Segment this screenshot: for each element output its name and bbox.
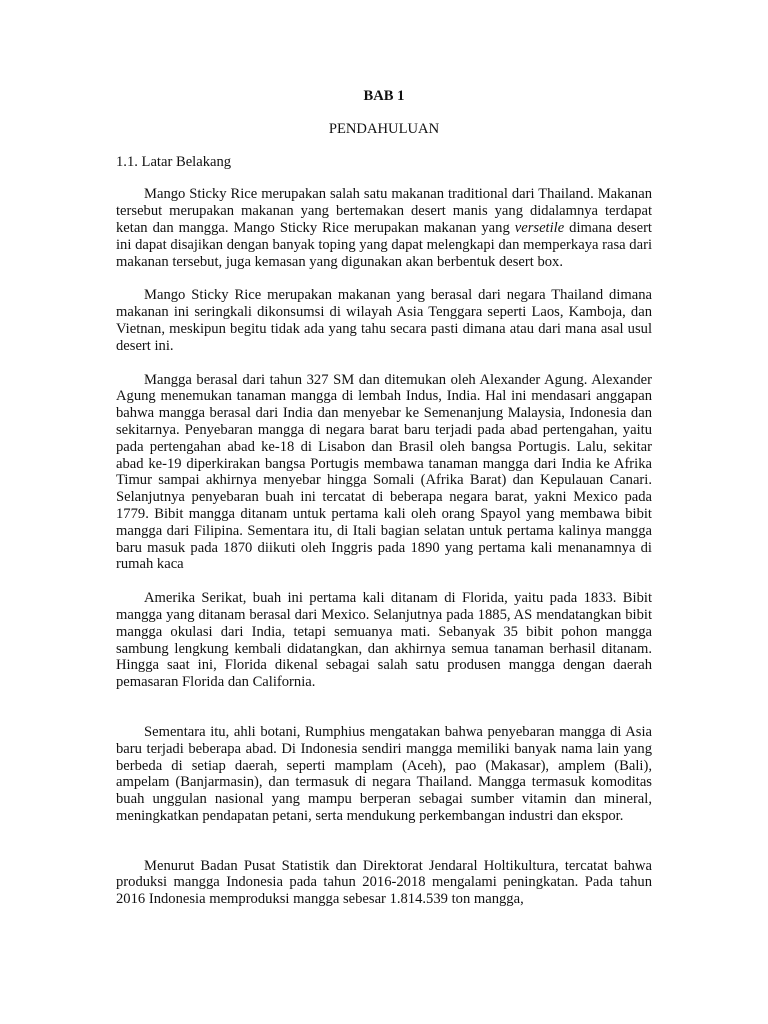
paragraph-3: Mangga berasal dari tahun 327 SM dan ditemukan oleh Alexander Agung. Alexander Agung menemukan tanaman mangga di lembah Indus, India. Hal ini mendasari anggapan bahwa mangga berasal dari India dan menyebar ke Semenanjung Malaysia, Indonesia dan sekitarnya. Penyebaran mangga di negara barat baru terjadi pada abad pertengahan, yaitu pada pertengahan abad ke-18 di Lisabon dan Brasil oleh bangsa Portugis. Lalu, sekitar abad ke-19 diperkirakan bangsa Portugis membawa tanaman mangga dari India ke Afrika Timur sampai akhirnya menyebar hingga Somali (Afrika Barat) dan Kepulauan Canari. Selanjutnya penyebaran buah ini tercatat di beberapa negara barat, yakni Mexico pada 1779. Bibit mangga ditanam untuk pertama kali oleh orang Spayol yang membawa bibit mangga dari Filipina. Sementara itu, di Itali bagian selatan untuk pertama kalinya mangga baru masuk pada 1870 diikuti oleh Inggris pada 1890 yang pertama kali menanamnya di rumah kaca [116,371,652,573]
paragraph-1-text-b: dimana desert ini dapat disajikan dengan banyak toping yang dapat melengkapi dan memperkaya rasa dari makanan tersebut, juga kemasan yang digunakan akan berbentuk desert box. [116,219,652,270]
chapter-title: PENDAHULUAN [328,120,440,137]
paragraph-1 [116,186,652,270]
section-heading: 1.1. Latar Belakang [116,153,232,170]
document-page [116,88,652,925]
paragraph-2: Mango Sticky Rice merupakan makanan yang berasal dari negara Thailand dimana makanan ini seringkali dikonsumsi di wilayah Asia Tenggara seperti Laos, Kamboja, dan Vietnan, meskipun begitu tidak ada yang tahu secara pasti dimana atau dari mana asal usul desert ini. [116,287,652,354]
paragraph-1-text-a: Mango Sticky Rice merupakan salah satu makanan traditional dari Thailand. Makanan tersebut merupakan makanan yang bertemakan desert manis yang didalamnya terdapat ketan dan mangga. Mango Sticky Rice merupakan makanan yang [116,186,652,236]
paragraph-1-italic-term: versetile [514,219,565,236]
chapter-heading: BAB 1 [363,88,405,104]
paragraph-4: Amerika Serikat, buah ini pertama kali ditanam di Florida, yaitu pada 1833. Bibit mangga yang ditanam berasal dari Mexico. Selanjutnya pada 1885, AS mendatangkan bibit mangga okulasi dari India, tetapi semuanya mati. Sebanyak 35 bibit pohon mangga sambung lengkung kembali didatangkan, dan akhirnya semua tanaman berhasil ditanam. Hingga saat ini, Florida dikenal sebagai salah satu produsen mangga dengan daerah pemasaran Florida dan California. [116,590,652,691]
paragraph-5: Sementara itu, ahli botani, Rumphius mengatakan bahwa penyebaran mangga di Asia baru terjadi beberapa abad. Di Indonesia sendiri mangga memiliki banyak nama lain yang berbeda di setiap daerah, seperti mamplam (Aceh), pao (Makasar), amplem (Bali), ampelam (Banjarmasin), dan termasuk di negara Thailand. Mangga termasuk komoditas buah unggulan nasional yang mampu berperan sebagai sumber vitamin dan mineral, meningkatkan pendapatan petani, serta mendukung perkembangan industri dan ekspor. [116,723,652,824]
paragraph-6: Menurut Badan Pusat Statistik dan Direktorat Jendaral Holtikultura, tercatat bahwa produksi mangga Indonesia pada tahun 2016-2018 mengalami peningkatan. Pada tahun 2016 Indonesia memproduksi mangga sebesar 1.814.539 ton mangga, [116,857,652,908]
